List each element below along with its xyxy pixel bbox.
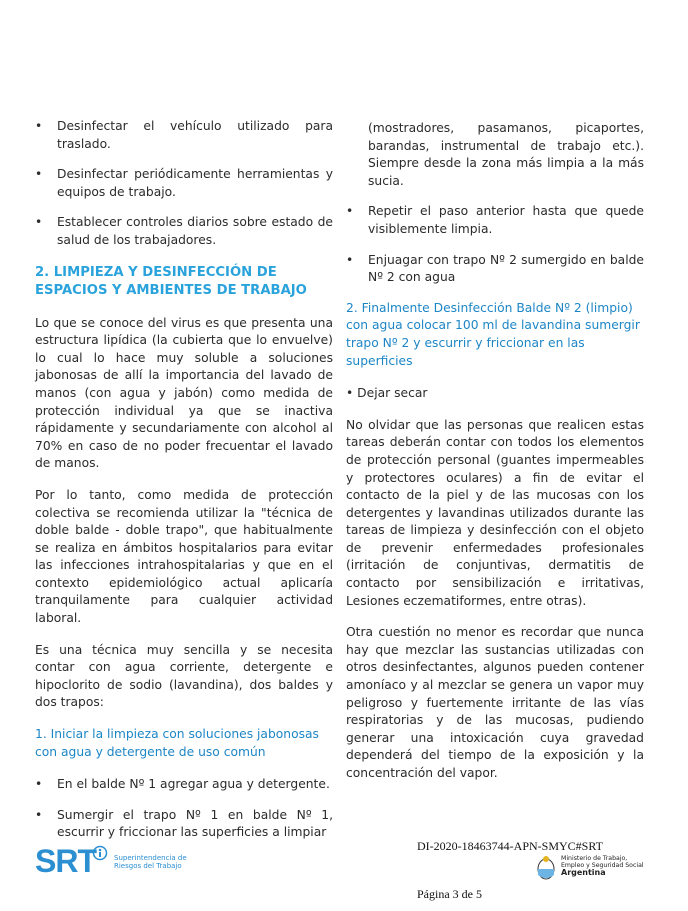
list-item: • Enjuagar con trapo Nº 2 sumergido en balde Nº 2 con agua [346,252,644,285]
list-item: • Sumergir el trapo Nº 1 en balde Nº 1, escurrir y friccionar las superficies a limpiar [35,807,333,840]
srt-logo [35,843,187,880]
list-item: • Repetir el paso anterior hasta que quede visiblemente limpia. [346,204,644,236]
paragraph: Es una técnica muy sencilla y se necesita contar con agua corriente, detergente e hipoclorito de sodio (lavandina), dos baldes y dos trapos: [35,642,333,710]
paragraph: • Dejar secar [346,386,428,401]
left-column [35,118,333,855]
coat-of-arms-icon [535,855,557,881]
section-heading: 2. LIMPIEZA Y DESINFECCIÓN DE ESPACIOS Y AMBIENTES DE TRABAJO [35,264,307,298]
paragraph: Por lo tanto, como medida de protección colectiva se recomienda utilizar la "técnica de doble balde - doble trapo", que habitualmente se realiza en ámbitos hospitalarios para evitar las infecciones intrahospitalarias y que en el contexto epidemiológico actual aplicaría tranquilamente para cualquier actividad laboral. [35,487,333,626]
srt-logo-text: SRT [35,843,96,879]
list-item: • Desinfectar el vehículo utilizado para traslado. [35,119,333,151]
document-id: DI-2020-18463744-APN-SMYC#SRT [417,839,603,853]
right-column [346,120,644,797]
list-item-continuation: (mostradores, pasamanos, picaportes, barandas, instrumental de trabajo etc.). Siempre desde la zona más limpia a la más sucia. [368,121,644,188]
srt-subtitle: Superintendencia de Riesgos del Trabajo [114,853,187,870]
list-item: • En el balde Nº 1 agregar agua y detergente. [35,777,330,792]
list-item: • Establecer controles diarios sobre estado de salud de los trabajadores. [35,215,333,247]
step-heading: 2. Finalmente Desinfección Balde Nº 2 (limpio) con agua colocar 100 ml de lavandina sumergir trapo Nº 2 y escurrir y friccionar en las superficies [346,300,640,368]
paragraph: Otra cuestión no menor es recordar que nunca hay que mezclar las sustancias utilizadas con otros desinfectantes, algunos pueden contener amoníaco y al mezclar se genera un vapor muy peligroso y fuertemente irritante de las vías respiratorias y de las mucosas, pudiendo generar una intoxicación cuya gravedad dependerá del tiempo de la exposición y la concentración del vapor. [346,625,644,780]
step-heading: 1. Iniciar la limpieza con soluciones jabonosas con agua y detergente de uso común [35,727,319,759]
paragraph: No olvidar que las personas que realicen estas tareas deberán contar con todos los elementos de protección personal (guantes impermeables y protectores oculares) a fin de evitar el contacto de la piel y de las mucosas con los detergentes y lavandinas utilizados durante las tareas de limpieza y desinfección con el objeto de prevenir enfermedades profesionales (irritación de conjuntivas, dermatitis de contacto por sensibilización e irritativas, Lesiones eczematiformes, entre otras). [346,417,644,608]
paragraph: Lo que se conoce del virus es que presenta una estructura lipídica (la cubierta que lo envuelve) lo cual lo hace muy soluble a soluciones jabonosas de allí la importancia del lavado de manos (con agua y jabón) como medida de protección individual ya que se inactiva rápidamente y secundariamente con alcohol al 70% en caso de no poder frecuentar el lavado de manos. [35,315,333,471]
list-item: • Desinfectar periódicamente herramientas y equipos de trabajo. [35,167,333,199]
ministry-logo: Ministerio de Trabajo, Empleo y Seguridad Social Argentina [535,855,644,881]
srt-emblem-icon [92,845,108,861]
page-number: Página 3 de 5 [417,887,482,901]
